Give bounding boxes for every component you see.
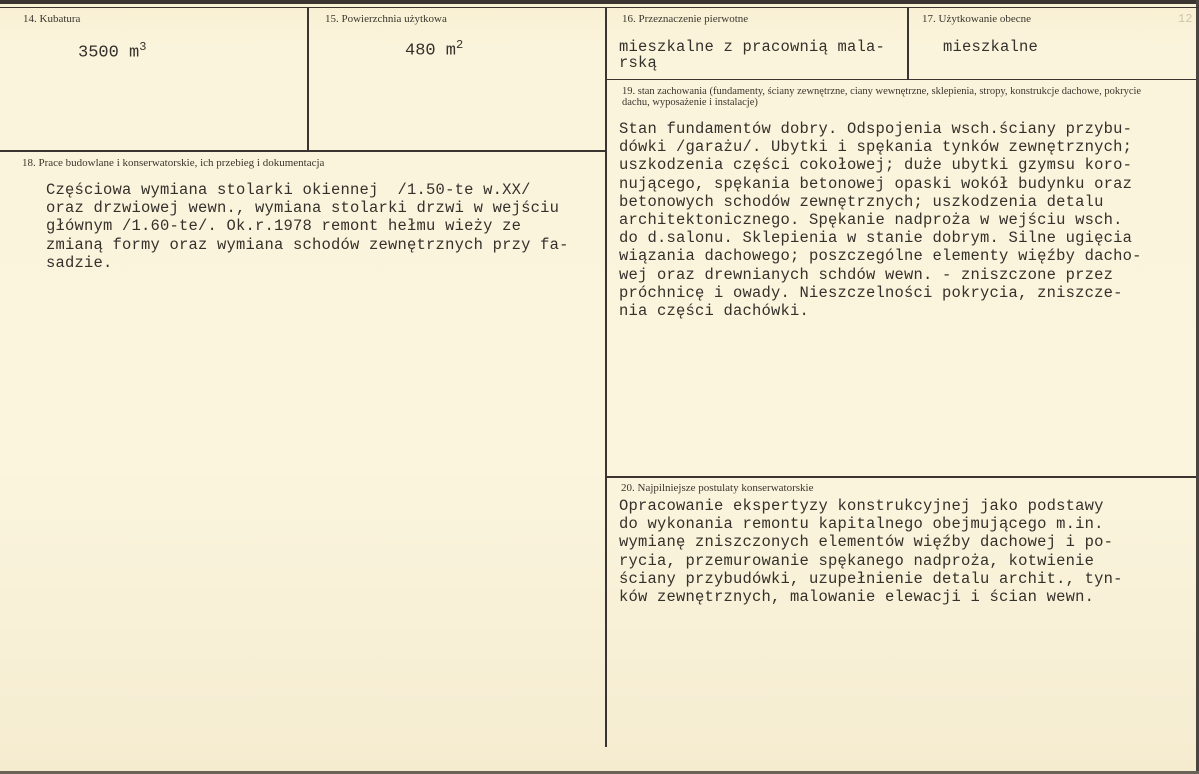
field20-line: do wykonania remontu kapitalnego obejmującego m.in. [619,515,1104,534]
field19-line: nującego, spękania betonowej opaski wokół budynku oraz [619,174,1133,193]
field19-line: architektonicznego. Spękanie nadproża w wejściu wsch. [619,211,1123,229]
corner-mark: 12 [1178,12,1193,26]
stan-zachowania-label: 19. stan zachowania (fundamenty, ściany zewnętrzne, ciany wewnętrzne, sklepienia, stropy, konstrukcje dachowe, pokrycie dachu, wyposażenie i instalacje) [622,86,1142,108]
powierzchnia-value [405,38,463,61]
field19-line: wiązania dachowego; poszczególne elementy więźby dacho- [619,247,1142,266]
kubatura-unit-exp: 3 [139,40,147,54]
field19-line: do d.salonu. Sklepienia w stanie dobrym. Silne ugięcia [619,229,1133,248]
divider-left-mid [0,150,606,152]
przeznaczenie-label: 16. Przeznaczenie pierwotne [622,13,749,25]
field19-line: próchnicę i owady. Nieszczelności pokrycia, zniszcze- [619,283,1123,302]
field19-line: uszkodzenia części cokołowej; duże ubytki gzymsu koro- [619,156,1133,175]
field19-line: nia części dachówki. [619,302,810,320]
przeznaczenie-line-2: rską [619,54,658,72]
field20-line: wymianę zniszczonych elementów więźby dachowej i po- [619,533,1114,552]
field18-line: głównym /1.60-te/. Ok.r.1978 remont hełmu wieży ze [46,217,522,236]
field18-line: Częściowa wymiana stolarki okiennej /1.50-te w.XX/ [46,181,531,199]
divider-v1 [307,7,309,150]
kubatura-number: 3500 m [78,43,140,63]
field20-line: Opracowanie ekspertyzy konstrukcyjnej jako podstawy [619,497,1104,515]
prace-label: 18. Prace budowlane i konserwatorskie, ich przebieg i dokumentacja [22,157,325,169]
postulaty-label: 20. Najpilniejsze postulaty konserwatorskie [621,482,814,494]
divider-right-mid [606,476,1196,478]
field19-line: betonowych schodów zewnętrznych; uszkodzenia detalu [619,192,1104,211]
powierzchnia-unit-exp: 2 [456,38,464,52]
uzytkowanie-value: mieszkalne [943,38,1039,56]
field19-line: wej oraz drewnianych schdów wewn. - zniszczone przez [619,265,1114,284]
divider-top [0,7,1199,8]
kubatura-value [78,40,146,63]
uzytkowanie-label: 17. Użytkowanie obecne [922,13,1032,25]
divider-v-main [605,7,607,747]
field20-line: ściany przybudówki, uzupełnienie detalu archit., tyn- [619,569,1123,588]
divider-v17 [907,7,909,79]
powierzchnia-label: 15. Powierzchnia użytkowa [325,13,447,25]
przeznaczenie-line-1: mieszkalne z pracownią mala- [619,38,886,56]
top-border [0,0,1199,4]
field20-line: rycia, przemurowanie spękanego nadproża, kotwienie [619,551,1095,570]
field18-line: oraz drzwiowej wewn., wymiana stolarki drzwi w wejściu [46,199,560,218]
field20-line: ków zewnętrznych, malowanie elewacji i ścian wewn. [619,588,1095,606]
field19-line: dówki /garażu/. Ubytki i spękania tynków zewnętrznych; [619,138,1133,157]
field18-line: sadzie. [46,253,113,272]
divider-right-top [606,79,1196,80]
powierzchnia-number: 480 m [405,41,457,61]
field18-line: zmianą formy oraz wymiana schodów zewnętrznych przy fa- [46,235,569,254]
kubatura-label: 14. Kubatura [23,13,81,25]
field19-line: Stan fundamentów dobry. Odspojenia wsch.ściany przybu- [619,120,1133,138]
